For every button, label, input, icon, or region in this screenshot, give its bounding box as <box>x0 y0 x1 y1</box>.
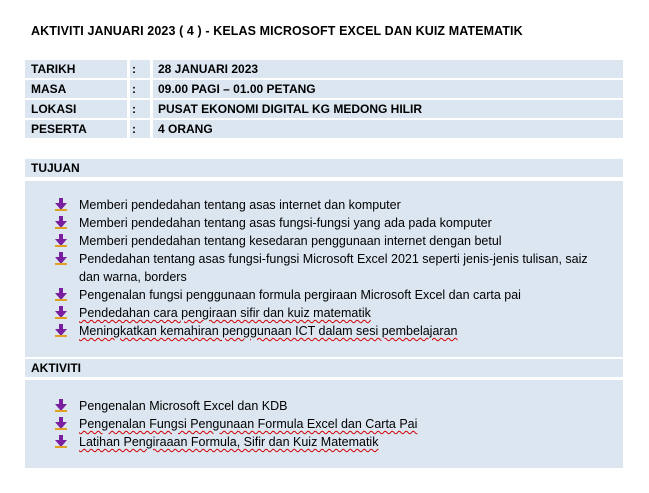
info-colon: : <box>132 62 136 76</box>
info-label: PESERTA <box>31 122 87 136</box>
list-item: Memberi pendedahan tentang kesedaran penggunaan internet dengan betul <box>25 232 623 250</box>
section-header-tujuan: TUJUAN <box>25 159 623 177</box>
arrow-down-bullet-icon <box>55 216 67 229</box>
info-row-peserta <box>25 120 623 138</box>
section-header-aktiviti: AKTIVITI <box>25 359 623 377</box>
info-label: TARIKH <box>31 62 76 76</box>
info-row-lokasi <box>25 100 623 118</box>
info-colon: : <box>132 122 136 136</box>
info-colon: : <box>132 102 136 116</box>
list-item: Meningkatkan kemahiran penggunaan ICT dalam sesi pembelajaran <box>25 322 623 340</box>
document-title: AKTIVITI JANUARI 2023 ( 4 ) - KELAS MICROSOFT EXCEL DAN KUIZ MATEMATIK <box>31 24 523 38</box>
arrow-down-bullet-icon <box>55 288 67 301</box>
info-value: 28 JANUARI 2023 <box>158 62 259 76</box>
list-item: Memberi pendedahan tentang asas internet dan komputer <box>25 196 623 214</box>
info-label: MASA <box>31 82 67 96</box>
info-value: PUSAT EKONOMI DIGITAL KG MEDONG HILIR <box>158 102 422 116</box>
arrow-down-bullet-icon <box>55 306 67 319</box>
info-table <box>25 60 623 140</box>
info-row-masa <box>25 80 623 98</box>
list-item: Pengenalan fungsi penggunaan formula pergiraan Microsoft Excel dan carta pai <box>25 286 623 304</box>
info-colon: : <box>132 82 136 96</box>
arrow-down-bullet-icon <box>55 417 67 430</box>
aktiviti-list <box>25 397 623 451</box>
info-label: LOKASI <box>31 102 77 116</box>
info-value: 09.00 PAGI – 01.00 PETANG <box>158 82 316 96</box>
list-item: Pengenalan Fungsi Pengunaan Formula Excel dan Carta Pai <box>25 415 623 433</box>
list-item: Pendedahan cara pengiraan sifir dan kuiz matematik <box>25 304 623 322</box>
section-body-tujuan <box>25 181 623 357</box>
arrow-down-bullet-icon <box>55 324 67 337</box>
arrow-down-bullet-icon <box>55 435 67 448</box>
list-item: Memberi pendedahan tentang asas fungsi-fungsi yang ada pada komputer <box>25 214 623 232</box>
info-value: 4 ORANG <box>158 122 213 136</box>
arrow-down-bullet-icon <box>55 399 67 412</box>
list-item: Pendedahan tentang asas fungsi-fungsi Microsoft Excel 2021 seperti jenis-jenis tulisan, saiz dan warna, borders <box>25 250 623 286</box>
arrow-down-bullet-icon <box>55 234 67 247</box>
list-item: Latihan Pengiraaan Formula, Sifir dan Kuiz Matematik <box>25 433 623 451</box>
arrow-down-bullet-icon <box>55 198 67 211</box>
list-item: Pengenalan Microsoft Excel dan KDB <box>25 397 623 415</box>
tujuan-list <box>25 196 623 340</box>
section-body-aktiviti <box>25 380 623 468</box>
info-row-tarikh <box>25 60 623 78</box>
arrow-down-bullet-icon <box>55 252 67 265</box>
